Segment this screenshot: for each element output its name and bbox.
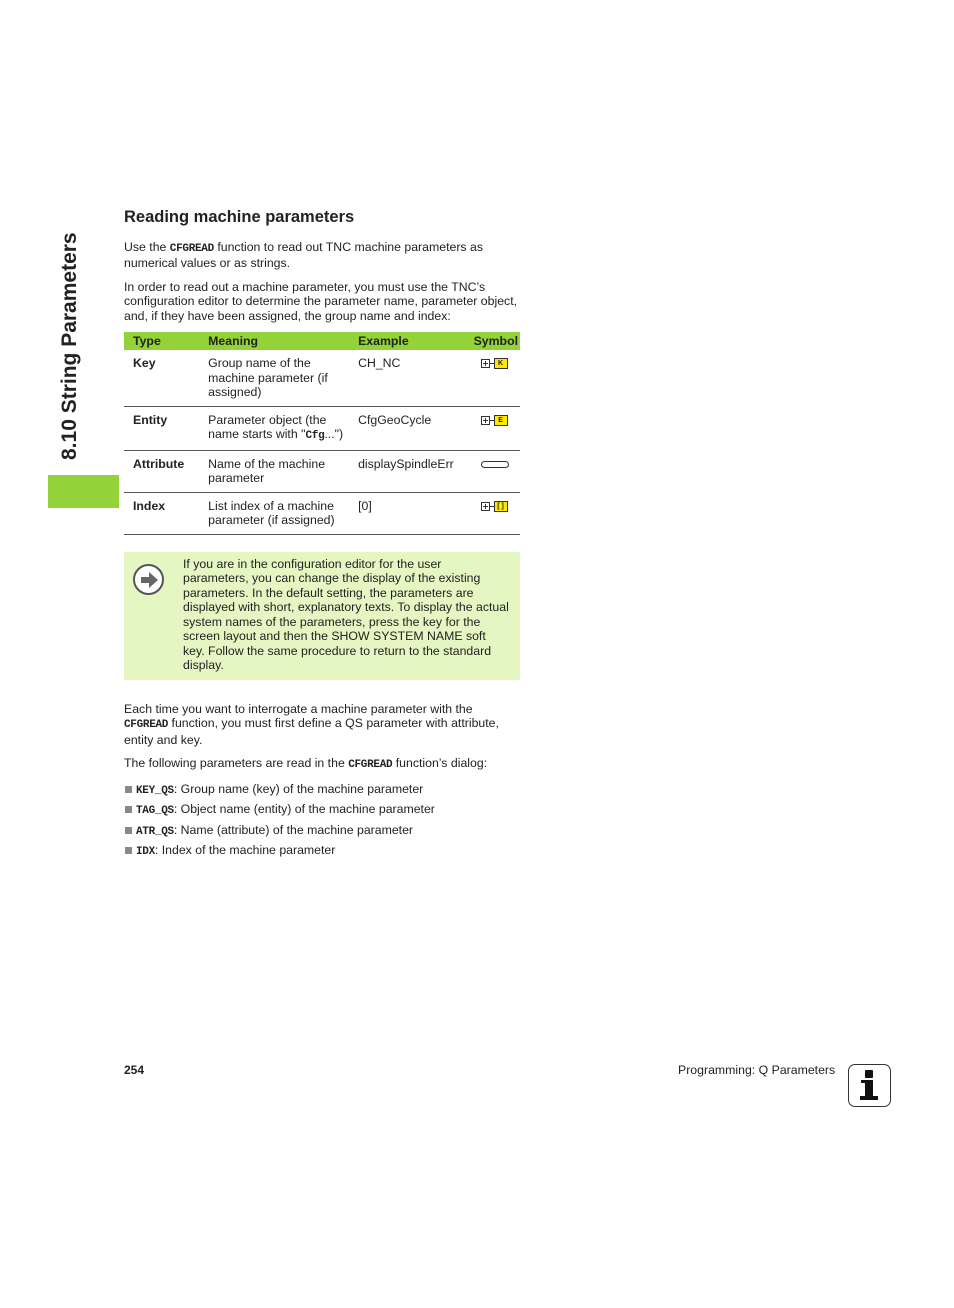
attribute-field-icon (481, 461, 509, 468)
chapter-title: 8.10 String Parameters (58, 232, 81, 460)
row-meaning: Name of the machine parameter (199, 450, 349, 492)
entity-folder-icon: E (481, 415, 508, 426)
code-cfgread: CFGREAD (169, 242, 214, 255)
index-folder-icon: [ ] (481, 501, 508, 512)
code-cfg: Cfg (305, 430, 325, 442)
header-type: Type (124, 332, 199, 350)
main-content (124, 210, 520, 864)
row-type: Attribute (124, 450, 199, 492)
parameter-list (124, 782, 520, 860)
list-item: KEY_QS: Group name (key) of the machine parameter (124, 782, 520, 799)
key-folder-icon: K (481, 358, 508, 369)
row-meaning: Group name of the machine parameter (if assigned) (199, 350, 349, 406)
row-meaning: List index of a machine parameter (if assigned) (199, 492, 349, 534)
header-symbol: Symbol (465, 332, 520, 350)
code-cfgread: CFGREAD (348, 759, 393, 771)
row-example: displaySpindleErr (349, 450, 465, 492)
page-number: 254 (124, 1063, 145, 1077)
row-type: Key (124, 350, 199, 406)
arrow-right-icon (133, 564, 164, 595)
row-example: [0] (349, 492, 465, 534)
footer-title: Programming: Q Parameters (678, 1063, 836, 1077)
chapter-marker (48, 475, 119, 508)
row-meaning: Parameter object (the name starts with "Cfg...") (199, 406, 349, 450)
code-cfgread: CFGREAD (124, 719, 169, 731)
editor-paragraph: In order to read out a machine parameter, you must use the TNC’s configuration editor to determine the parameter name, parameter object, and, if they have been assigned, the group name and index: (124, 279, 518, 323)
section-heading: Reading machine parameters (124, 208, 355, 226)
parameter-table (124, 332, 520, 535)
intro-paragraph: Use the CFGREAD function to read out TNC machine parameters as numerical values or as strings. (124, 239, 483, 270)
list-item: IDX: Index of the machine parameter (124, 843, 520, 860)
row-type: Index (124, 492, 199, 534)
note-box (124, 552, 520, 680)
row-example: CfgGeoCycle (349, 406, 465, 450)
list-item: TAG_QS: Object name (entity) of the machine parameter (124, 802, 520, 819)
table-row (124, 350, 520, 406)
row-type: Entity (124, 406, 199, 450)
qs-paragraph: Each time you want to interrogate a machine parameter with the CFGREAD function, you must first define a QS parameter with attribute, entity and key. (124, 701, 499, 747)
table-row (124, 406, 520, 450)
header-meaning: Meaning (199, 332, 349, 350)
table-row (124, 492, 520, 534)
table-header-row (124, 332, 520, 350)
note-text: If you are in the configuration editor for the user parameters, you can change the display of the existing parameters. In the default setting, the parameters are displayed with short, explanatory texts. To display the actual system names of the parameters, press the key for the screen layout and then the SHOW SYSTEM NAME soft key. Follow the same procedure to return to the standard display. (183, 556, 509, 672)
header-example: Example (349, 332, 465, 350)
dialog-paragraph: The following parameters are read in the CFGREAD function’s dialog: (124, 756, 488, 771)
list-item: ATR_QS: Name (attribute) of the machine parameter (124, 823, 520, 840)
info-icon (848, 1064, 891, 1107)
row-example: CH_NC (349, 350, 465, 406)
table-row (124, 450, 520, 492)
